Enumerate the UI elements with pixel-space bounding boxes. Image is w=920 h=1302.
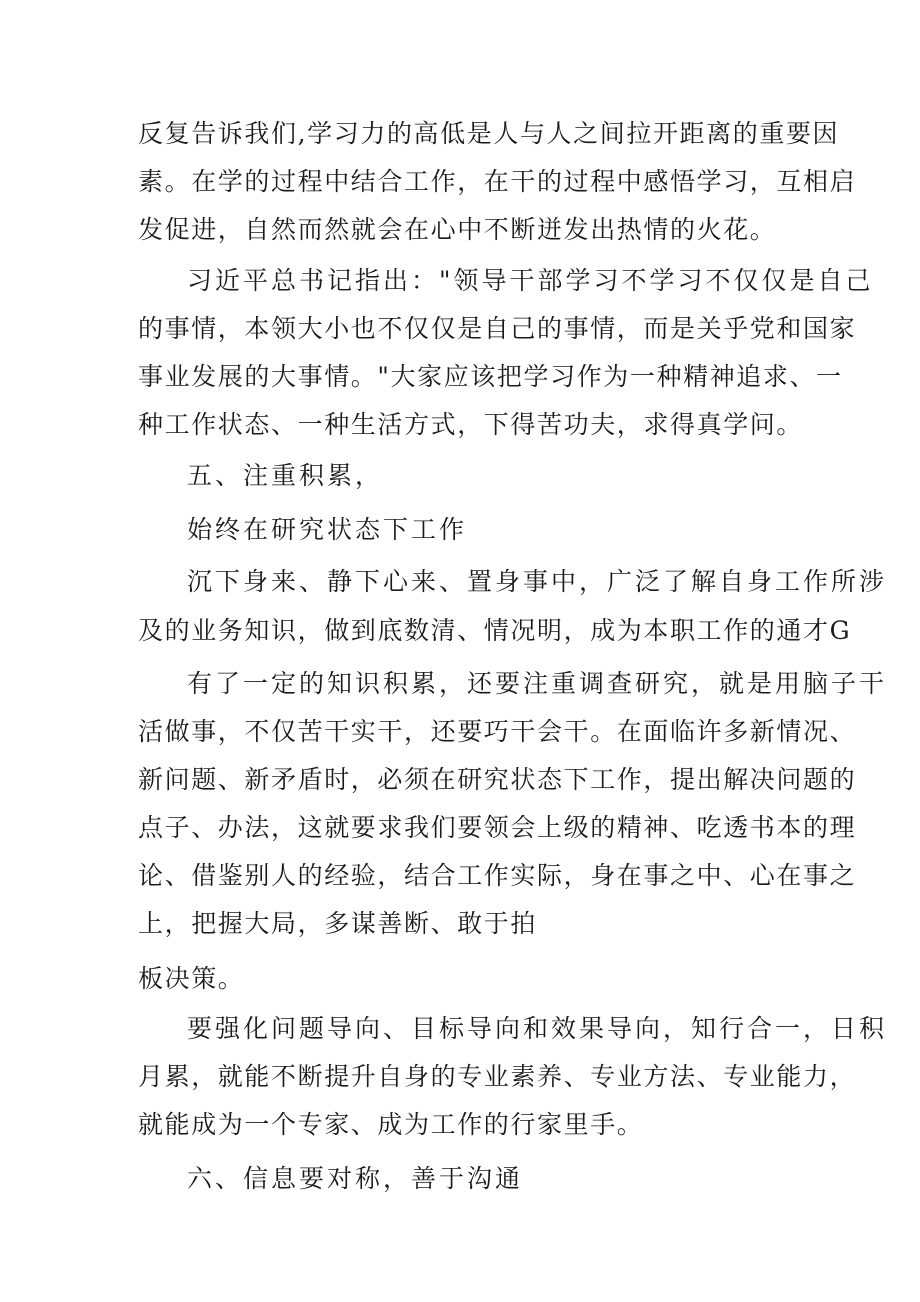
paragraph-line: 论、借鉴别人的经验，结合工作实际，身在事之中、心在事之: [138, 861, 857, 890]
paragraph-line: 上，把握大局，多谋善断、敢于拍: [138, 909, 538, 938]
paragraph-line: 种工作状态、一种生活方式，下得苦功夫，求得真学问。: [138, 410, 804, 439]
paragraph-line: 要强化问题导向、目标导向和效果导向，知行合一，日积: [187, 1014, 888, 1043]
paragraph-line: 的事情，本领大小也不仅仅是自己的事情，而是关乎党和国家: [138, 314, 857, 343]
paragraph-line: 点子、办法，这就要求我们要领会上级的精神、吃透书本的理: [138, 813, 857, 842]
paragraph-line: 月累，就能不断提升自身的专业素养、专业方法、专业能力，: [138, 1062, 857, 1091]
paragraph-line: 习近平总书记指出："领导干部学习不学习不仅仅是自己: [187, 266, 874, 295]
paragraph-line: 活做事，不仅苦干实干，还要巧干会干。在面临许多新情况、: [138, 717, 857, 746]
paragraph-line: 事业发展的大事情。"大家应该把学习作为一种精神追求、一: [138, 362, 843, 391]
paragraph-line: 反复告诉我们,学习力的高低是人与人之间拉开距离的重要因: [138, 119, 840, 148]
section-heading: 五、注重积累，: [187, 461, 384, 490]
paragraph-line: 有了一定的知识积累，还要注重调查研究，就是用脑子干: [187, 669, 888, 698]
paragraph-line: 沉下身来、静下心来、置身事中，广泛了解自身工作所涉: [187, 567, 888, 596]
paragraph-line: 板决策。: [138, 964, 245, 993]
paragraph-line: 素。在学的过程中结合工作，在干的过程中感悟学习，互相启: [138, 167, 857, 196]
paragraph-line: 新问题、新矛盾时，必须在研究状态下工作，提出解决问题的: [138, 765, 857, 794]
section-heading: 六、信息要对称，善于沟通: [187, 1164, 524, 1193]
paragraph-line: 就能成为一个专家、成为工作的行家里手。: [138, 1110, 644, 1139]
section-subheading: 始终在研究状态下工作: [187, 515, 468, 544]
paragraph-line: 及的业务知识，做到底数清、情况明，成为本职工作的通才G: [138, 616, 852, 645]
paragraph-line: 发促进，自然而然就会在心中不断迸发出热情的火花。: [138, 215, 777, 244]
